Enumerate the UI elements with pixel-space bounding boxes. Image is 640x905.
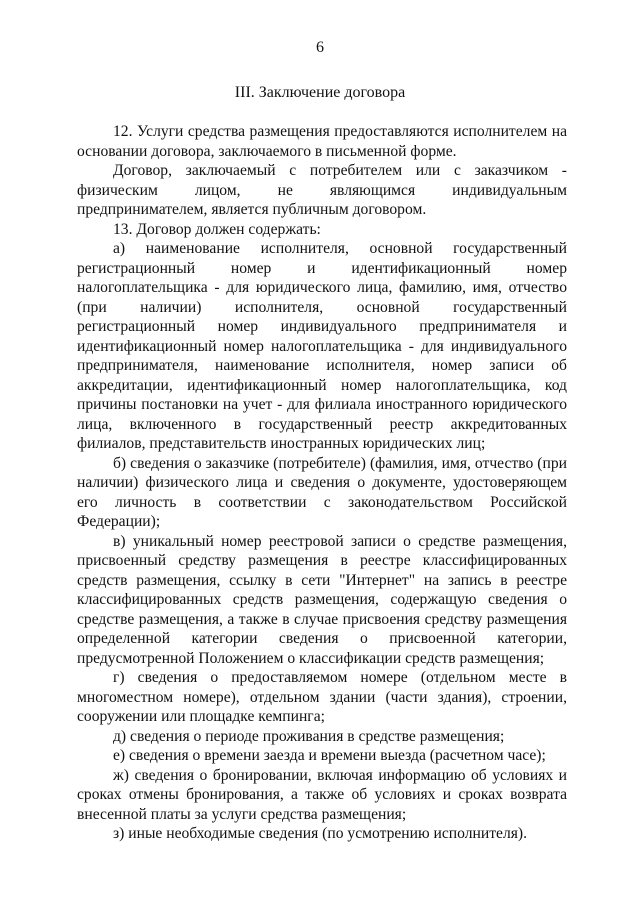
list-item-d: д) сведения о периоде проживания в средстве размещения; xyxy=(113,727,505,745)
list-item-v: в) уникальный номер реестровой записи о средстве размещения, присвоенный средству размещения в реестре классифицированных средств размещения, ссылку в сети "Интернет" на запись в реестре классифицированных средств размещения, содержащую сведения о средстве размещения, а также в случае присвоения средству размещения определенной категории сведения о присвоенной категории, предусмотренной Положением о классификации средств размещения; xyxy=(77,532,567,667)
list-item-zh: ж) сведения о бронировании, включая информацию об условиях и сроках отмены бронирования, а также об условиях и сроках возврата внесенной платы за услуги средства размещения; xyxy=(77,766,567,823)
paragraph-13: 13. Договор должен содержать: xyxy=(113,220,321,238)
paragraph-public-contract: Договор, заключаемый с потребителем или с заказчиком - физическим лицом, не являющимся индивидуальным предпринимателем, является публичным договором. xyxy=(77,162,567,218)
list-item-z: з) иные необходимые сведения (по усмотрению исполнителя). xyxy=(113,825,527,842)
list-item-a: а) наименование исполнителя, основной государственный регистрационный номер и идентификационный номер налогоплательщика - для юридического лица, фамилию, имя, отчество (при наличии) исполнителя, основной государственный регистрационный номер индивидуального предпринимателя и идентификационный номер налогоплательщика - для индивидуального предпринимателя, наименование исполнителя, номер записи об аккредитации, идентификационный номер налогоплательщика, код причины постановки на учет - для филиала иностранного юридического лица, включенного в государственный реестр аккредитованных филиалов, представительств иностранных юридических лиц; xyxy=(77,240,567,452)
list-item-g: г) сведения о предоставляемом номере (отдельном месте в многоместном номере), отдельном здании (части здания), строении, сооружении или площадке кемпинга; xyxy=(77,669,567,725)
list-item-b: б) сведения о заказчике (потребителе) (фамилия, имя, отчество (при наличии) физического лица и сведения о документе, удостоверяющем его личность в соответствии с законодательством Российской Федерации); xyxy=(77,454,567,530)
paragraph-12: 12. Услуги средства размещения предоставляются исполнителем на основании договора, заключаемого в письменной форме. xyxy=(77,123,567,160)
list-item-e: е) сведения о времени заезда и времени выезда (расчетном часе); xyxy=(113,747,546,764)
section-title: III. Заключение договора xyxy=(234,84,406,101)
document-body xyxy=(77,122,567,844)
page-number: 6 xyxy=(316,39,324,56)
